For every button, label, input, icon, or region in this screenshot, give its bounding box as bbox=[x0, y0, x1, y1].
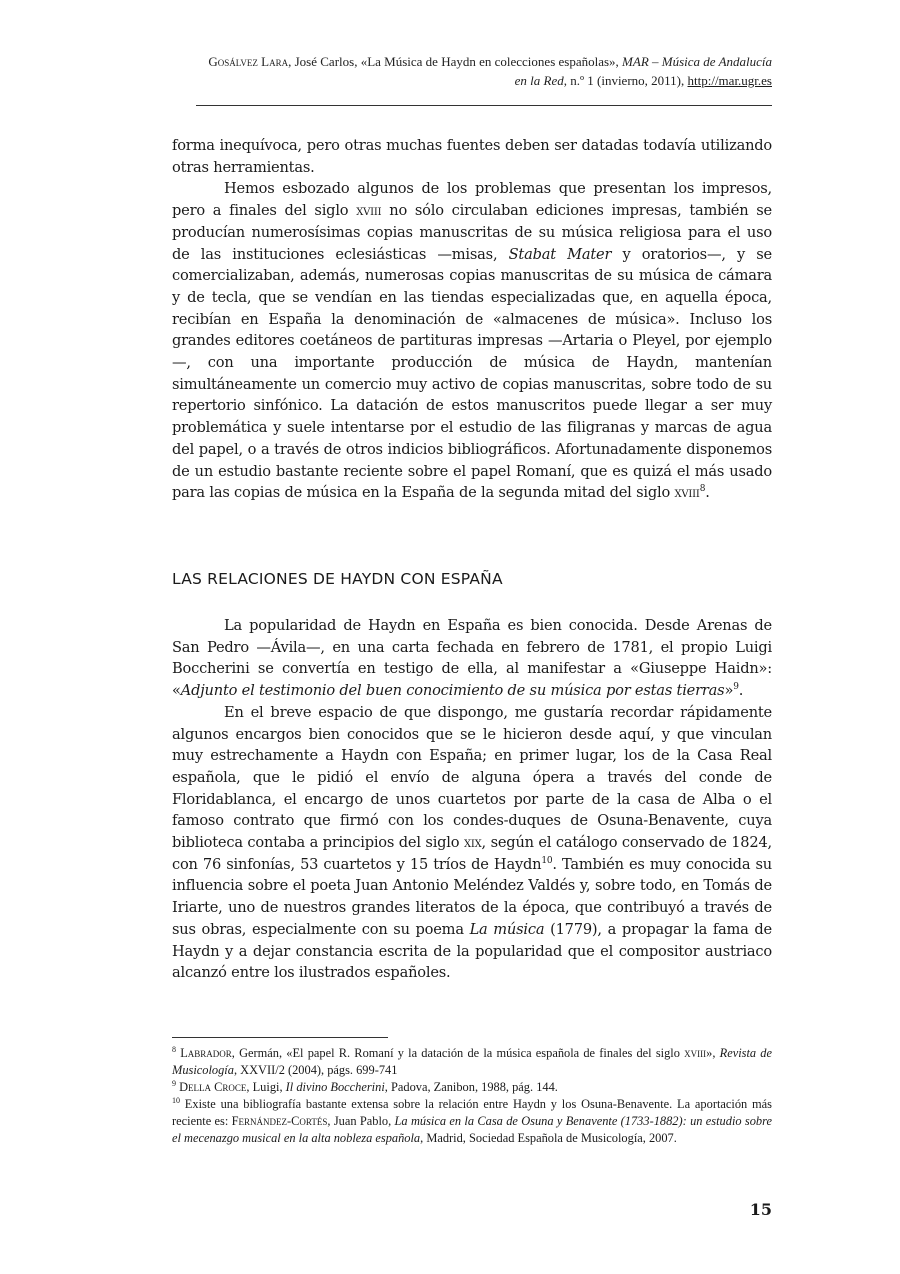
paragraph: forma inequívoca, pero otras muchas fuentes deben ser datadas todavía utilizando otras herramientas. bbox=[172, 137, 772, 176]
header-url-link[interactable]: http://mar.ugr.es bbox=[687, 73, 772, 88]
century-numeral: xviii bbox=[684, 1046, 707, 1060]
text-run: , según el catálogo conservado de 1824, con 76 sinfonías, 53 cuartetos y 15 tríos de Haydn bbox=[172, 834, 772, 873]
running-header bbox=[196, 52, 772, 90]
text-run: y oratorios—, y se comercializaban, además, numerosas copias manuscritas de su música de cámara y de tecla, que se vendían en las tiendas especializadas que, en aquella época, recibían en España la denominación de «almacenes de música». Incluso los grandes editores coetáneos de partituras impresas —Artaria o Pleyel, por ejemplo—, con una importante producción de música de Haydn, mantenían simultáneamente un comercio muy activo de copias manuscritas, sobre todo de su repertorio sinfónico. La datación de estos manuscritos puede llegar a ser muy problemática y suele intentarse por el estudio de las filigranas y marcas de agua del papel, o a través de otros indicios bibliográficos. Afortunadamente disponemos de un estudio bastante reciente sobre el papel Romaní, que es quizá el más usado para las copias de música en la España de la segunda mitad del siglo bbox=[172, 245, 772, 502]
header-journal: MAR – Música de Andalucía en la Red bbox=[514, 54, 772, 88]
footnote-journal: Revista de Musicología bbox=[172, 1046, 772, 1077]
century-numeral: xviii bbox=[356, 202, 382, 220]
text-run: », bbox=[706, 1046, 720, 1060]
footnote-ref-8[interactable]: 8 bbox=[699, 484, 706, 495]
text-run: En el breve espacio de que dispongo, me gustaría recordar rápidamente algunos encargos bien conocidos que se le hicieron desde aquí, y que vinculan muy estrechamente a Haydn con España; en primer lugar, los de la Casa Real española, que le pidió el envío de alguna ópera a través del conde de Floridablanca, el encargo de unos cuartetos por parte de la casa de Alba o el famoso contrato que firmó con los condes-duques de Osuna-Benavente, cuya biblioteca contaba a principios del siglo bbox=[172, 703, 772, 852]
text-run: La popularidad de Haydn en España es bien conocida. Desde Arenas de San Pedro —Ávila—, en una carta fechada en febrero de 1781, el propio Luigi Boccherini se convertía en testigo de ella, al manifestar a «Giuseppe Haidn»: « bbox=[172, 617, 772, 700]
text-run: , XXVII/2 (2004), págs. 699-741 bbox=[233, 1063, 398, 1077]
paragraph bbox=[172, 615, 772, 702]
section-text bbox=[172, 615, 772, 984]
text-run: , Padova, Zanibon, 1988, pág. 144. bbox=[384, 1080, 558, 1094]
footnote-author: Della Croce bbox=[179, 1080, 247, 1094]
italic-title: La música bbox=[469, 920, 545, 938]
text-run: . También es muy conocida su influencia sobre el poeta Juan Antonio Meléndez Valdés y, sobre todo, en Tomás de Iriarte, uno de nuestros grandes literatos de la época, que contribuyó a través de sus obras, especialmente con su poema bbox=[172, 855, 772, 938]
text-run: , Juan Pablo, bbox=[327, 1114, 395, 1128]
footnote-number: 9 bbox=[172, 1078, 176, 1088]
footnotes bbox=[172, 1045, 772, 1147]
header-rule bbox=[196, 105, 772, 106]
header-issue: , n.º 1 (invierno, 2011), bbox=[563, 73, 688, 88]
text-run: . bbox=[738, 682, 744, 700]
century-numeral: xviii bbox=[674, 484, 700, 502]
footnote-rule bbox=[172, 1037, 388, 1038]
text-run: . bbox=[705, 484, 710, 502]
footnote-ref-9[interactable]: 9 bbox=[733, 682, 739, 693]
footnote-title: Il divino Boccherini bbox=[285, 1080, 385, 1094]
footnote-author: Labrador bbox=[180, 1046, 232, 1060]
footnote-9 bbox=[172, 1079, 772, 1096]
italic-title: Stabat Mater bbox=[508, 245, 612, 263]
footnote-8 bbox=[172, 1045, 772, 1079]
header-citation: , José Carlos, «La Música de Haydn en colecciones españolas», bbox=[288, 54, 623, 69]
century-numeral: xix bbox=[463, 834, 482, 852]
footnote-ref-10[interactable]: 10 bbox=[541, 855, 553, 866]
footnote-author: Fernández-Cortés bbox=[231, 1114, 328, 1128]
section-heading: LAS RELACIONES DE HAYDN CON ESPAÑA bbox=[172, 570, 503, 588]
footnote-10 bbox=[172, 1096, 772, 1147]
text-run: , Luigi, bbox=[246, 1080, 286, 1094]
footnote-title: La música en la Casa de Osuna y Benavente (1733-1882): un estudio sobre el mecenazgo musical en la alta nobleza española bbox=[172, 1114, 772, 1145]
header-author: Gosálvez Lara bbox=[208, 54, 289, 69]
body-text bbox=[172, 135, 772, 504]
text-run: (1779), a propagar la fama de Haydn y a dejar constancia escrita de la popularidad que el compositor austriaco alcanzó entre los ilustrados españoles. bbox=[172, 920, 772, 982]
text-run: , Germán, «El papel R. Romaní y la datación de la música española de finales del siglo bbox=[231, 1046, 685, 1060]
text-run: » bbox=[724, 682, 734, 700]
paragraph bbox=[172, 702, 772, 984]
text-run: Hemos esbozado algunos de los problemas que presentan los impresos, pero a finales del siglo bbox=[172, 180, 772, 220]
page-number: 15 bbox=[749, 1200, 772, 1219]
text-run: Existe una bibliografía bastante extensa sobre la relación entre Haydn y los Osuna-Benavente. La aportación más reciente es: bbox=[172, 1097, 772, 1128]
italic-quote: Adjunto el testimonio del buen conocimiento de su música por estas tierras bbox=[180, 682, 725, 700]
paragraph bbox=[172, 178, 772, 504]
footnote-number: 8 bbox=[172, 1044, 176, 1054]
text-run: no sólo circulaban ediciones impresas, también se producían numerosísimas copias manuscritas de su música religiosa para el uso de las instituciones eclesiásticas —misas, bbox=[172, 202, 772, 263]
text-run: , Madrid, Sociedad Española de Musicología, 2007. bbox=[420, 1131, 677, 1145]
footnote-number: 10 bbox=[172, 1095, 180, 1105]
